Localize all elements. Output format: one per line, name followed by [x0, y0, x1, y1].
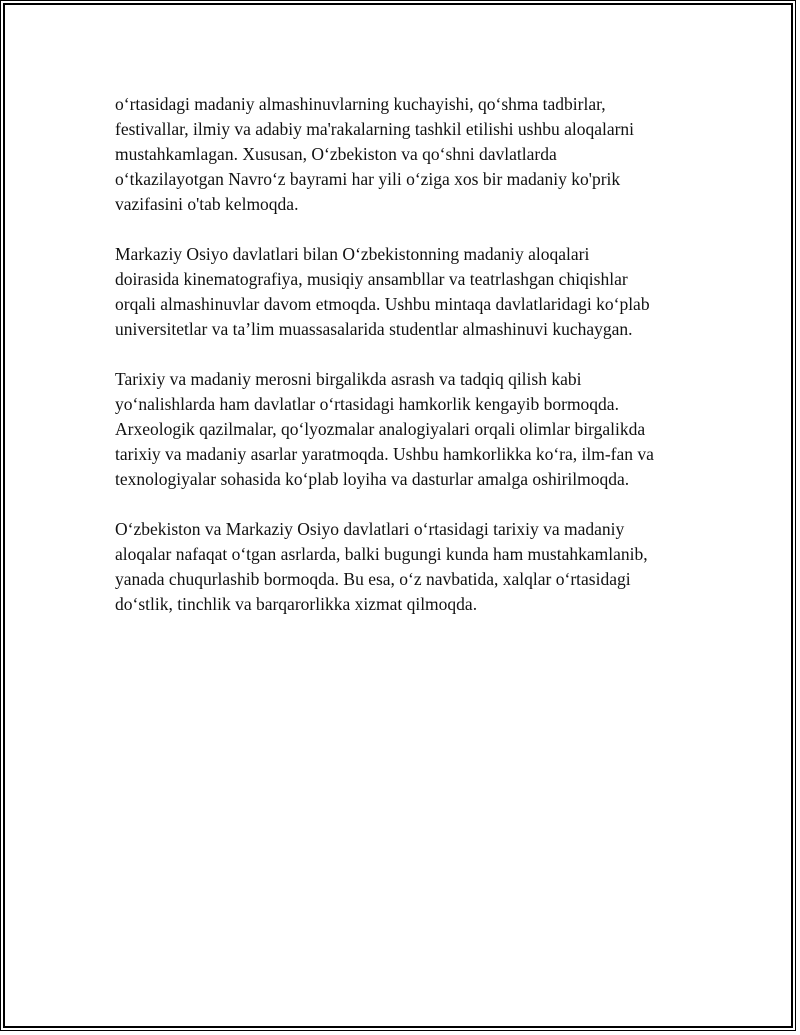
text-line: aloqalar nafaqat o‘tgan asrlarda, balki bugungi kunda ham mustahkamlanib,	[115, 544, 648, 564]
paragraph-3	[115, 367, 690, 492]
text-line: vazifasini o'tab kelmoqda.	[115, 194, 299, 214]
text-line: orqali almashinuvlar davom etmoqda. Ushbu mintaqa davlatlaridagi ko‘plab	[115, 294, 650, 314]
text-line: Markaziy Osiyo davlatlari bilan O‘zbekistonning madaniy aloqalari	[115, 244, 590, 264]
text-line: mustahkamlagan. Xususan, O‘zbekiston va qo‘shni davlatlarda	[115, 144, 557, 164]
text-line: O‘zbekiston va Markaziy Osiyo davlatlari o‘rtasidagi tarixiy va madaniy	[115, 519, 625, 539]
document-body	[115, 92, 690, 642]
text-line: o‘tkazilayotgan Navro‘z bayrami har yili o‘ziga xos bir madaniy ko'prik	[115, 169, 621, 189]
text-line: festivallar, ilmiy va adabiy ma'rakalarning tashkil etilishi ushbu aloqalarni	[115, 119, 635, 139]
paragraph-1	[115, 92, 690, 217]
text-line: doirasida kinematografiya, musiqiy ansambllar va teatrlashgan chiqishlar	[115, 269, 628, 289]
text-line: texnologiyalar sohasida ko‘plab loyiha va dasturlar amalga oshirilmoqda.	[115, 469, 630, 489]
text-line: o‘rtasidagi madaniy almashinuvlarning kuchayishi, qo‘shma tadbirlar,	[115, 94, 606, 114]
paragraph-4	[115, 517, 690, 617]
text-line: do‘stlik, tinchlik va barqarorlikka xizmat qilmoqda.	[115, 594, 478, 614]
text-line: Arxeologik qazilmalar, qo‘lyozmalar analogiyalari orqali olimlar birgalikda	[115, 419, 646, 439]
text-line: yanada chuqurlashib bormoqda. Bu esa, o‘z navbatida, xalqlar o‘rtasidagi	[115, 569, 631, 589]
text-line: yo‘nalishlarda ham davlatlar o‘rtasidagi hamkorlik kengayib bormoqda.	[115, 394, 619, 414]
text-line: Tarixiy va madaniy merosni birgalikda asrash va tadqiq qilish kabi	[115, 369, 582, 389]
text-line: tarixiy va madaniy asarlar yaratmoqda. Ushbu hamkorlikka ko‘ra, ilm-fan va	[115, 444, 654, 464]
paragraph-2	[115, 242, 690, 342]
text-line: universitetlar va ta’lim muassasalarida studentlar almashinuvi kuchaygan.	[115, 319, 633, 339]
